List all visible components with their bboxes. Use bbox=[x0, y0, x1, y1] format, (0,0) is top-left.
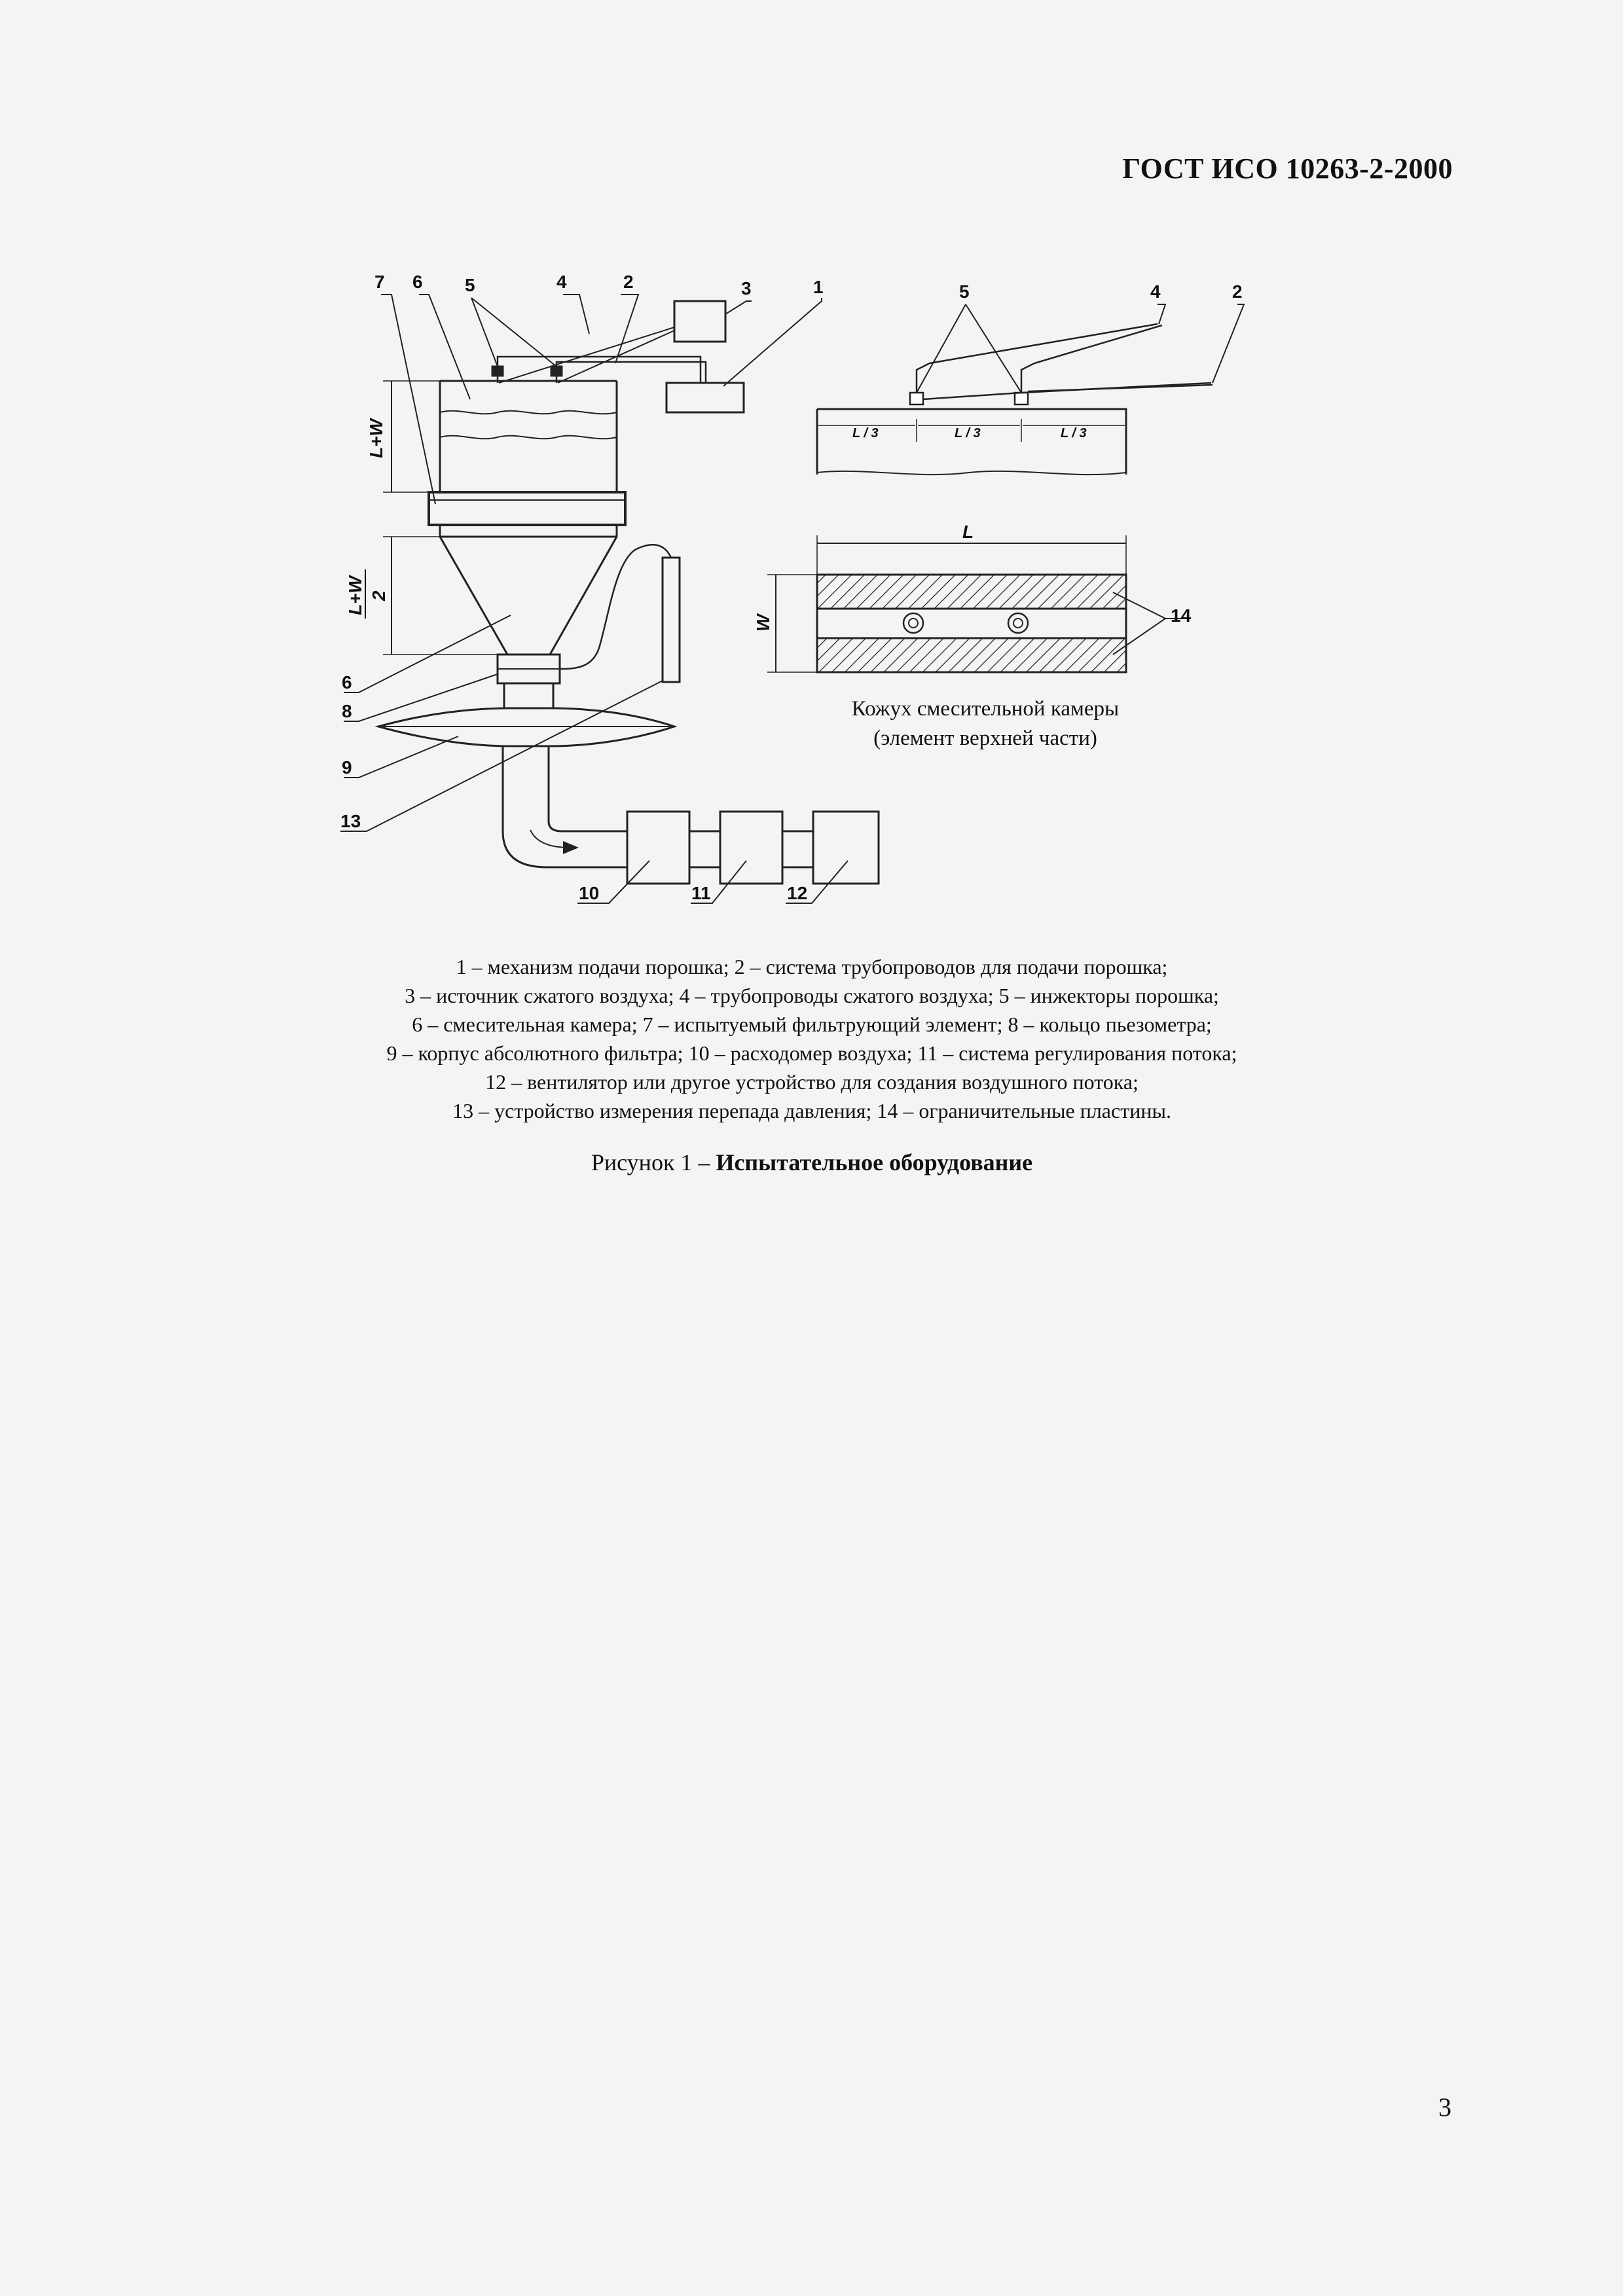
chamber-caption-line1: Кожух смесительной камеры bbox=[851, 697, 1120, 721]
dimension-l3-b: L / 3 bbox=[955, 426, 981, 440]
callout-leaders-right bbox=[917, 304, 1244, 393]
mixing-cone bbox=[440, 525, 617, 655]
callout-4-left: 4 bbox=[556, 272, 567, 292]
test-equipment-figure bbox=[0, 0, 1623, 916]
figure-legend bbox=[249, 952, 1375, 1125]
callout-11: 11 bbox=[691, 883, 711, 903]
dimension-l3-c: L / 3 bbox=[1061, 426, 1087, 440]
legend-line: 3 – источник сжатого воздуха; 4 – трубопроводы сжатого воздуха; 5 – инжекторы порошка; bbox=[405, 984, 1219, 1007]
filter-element-band bbox=[429, 492, 625, 525]
flow-control-box bbox=[720, 812, 782, 884]
powder-feed-pipes bbox=[498, 357, 706, 383]
legend-line: 1 – механизм подачи порошка; 2 – система трубопроводов для подачи порошка; bbox=[456, 955, 1168, 978]
mixing-chamber bbox=[440, 381, 617, 492]
callout-3: 3 bbox=[741, 278, 752, 298]
callout-12: 12 bbox=[787, 883, 808, 903]
pressure-gauge-tube bbox=[663, 558, 680, 682]
callout-6-bottom: 6 bbox=[342, 672, 352, 692]
document-code-header: ГОСТ ИСО 10263-2-2000 bbox=[1122, 152, 1453, 185]
callout-13: 13 bbox=[340, 811, 361, 831]
left-apparatus-drawing bbox=[340, 295, 879, 903]
figure-caption-title: Испытательное оборудование bbox=[716, 1149, 1033, 1175]
dimension-L: L bbox=[962, 522, 974, 542]
callout-14: 14 bbox=[1171, 605, 1192, 626]
powder-feed-mechanism-box bbox=[666, 383, 744, 412]
dimension-half-numerator: L+W bbox=[345, 576, 365, 615]
legend-line: 12 – вентилятор или другое устройство для создания воздушного потока; bbox=[485, 1070, 1139, 1094]
chamber-caption-line2: (элемент верхней части) bbox=[873, 726, 1097, 750]
figure-caption-prefix: Рисунок 1 – bbox=[591, 1149, 716, 1175]
callout-5-right: 5 bbox=[959, 281, 970, 302]
page-number: 3 bbox=[1438, 2092, 1451, 2122]
dimension-l-plus-w: L+W bbox=[366, 419, 386, 458]
callout-2-left: 2 bbox=[623, 272, 634, 292]
outlet-pipe bbox=[503, 746, 627, 867]
callout-7: 7 bbox=[374, 272, 385, 292]
figure-caption bbox=[249, 1149, 1375, 1176]
dimension-W: W bbox=[753, 614, 773, 632]
callout-1: 1 bbox=[813, 277, 824, 297]
compressed-air-pipes bbox=[499, 327, 674, 383]
callout-2-right: 2 bbox=[1232, 281, 1243, 302]
callout-6-top: 6 bbox=[412, 272, 423, 292]
restricting-plate-bottom bbox=[817, 638, 1126, 672]
air-flow-meter-box bbox=[627, 812, 689, 884]
dimension-half-denominator: 2 bbox=[369, 590, 389, 601]
callout-8: 8 bbox=[342, 701, 352, 721]
callout-10: 10 bbox=[579, 883, 600, 903]
legend-line: 13 – устройство измерения перепада давления; 14 – ограничительные пластины. bbox=[452, 1099, 1171, 1122]
callout-5-left: 5 bbox=[465, 275, 475, 295]
callout-9: 9 bbox=[342, 757, 352, 778]
fan-box bbox=[813, 812, 879, 884]
dimension-l3-a: L / 3 bbox=[852, 426, 879, 440]
legend-line: 6 – смесительная камера; 7 – испытуемый фильтрующий элемент; 8 – кольцо пьезометра; bbox=[412, 1013, 1212, 1036]
callout-4-right: 4 bbox=[1150, 281, 1161, 302]
legend-line: 9 – корпус абсолютного фильтра; 10 – расходомер воздуха; 11 – система регулирования потока; bbox=[386, 1041, 1237, 1065]
compressed-air-source-box bbox=[674, 301, 725, 342]
restricting-plate-top bbox=[817, 575, 1126, 609]
